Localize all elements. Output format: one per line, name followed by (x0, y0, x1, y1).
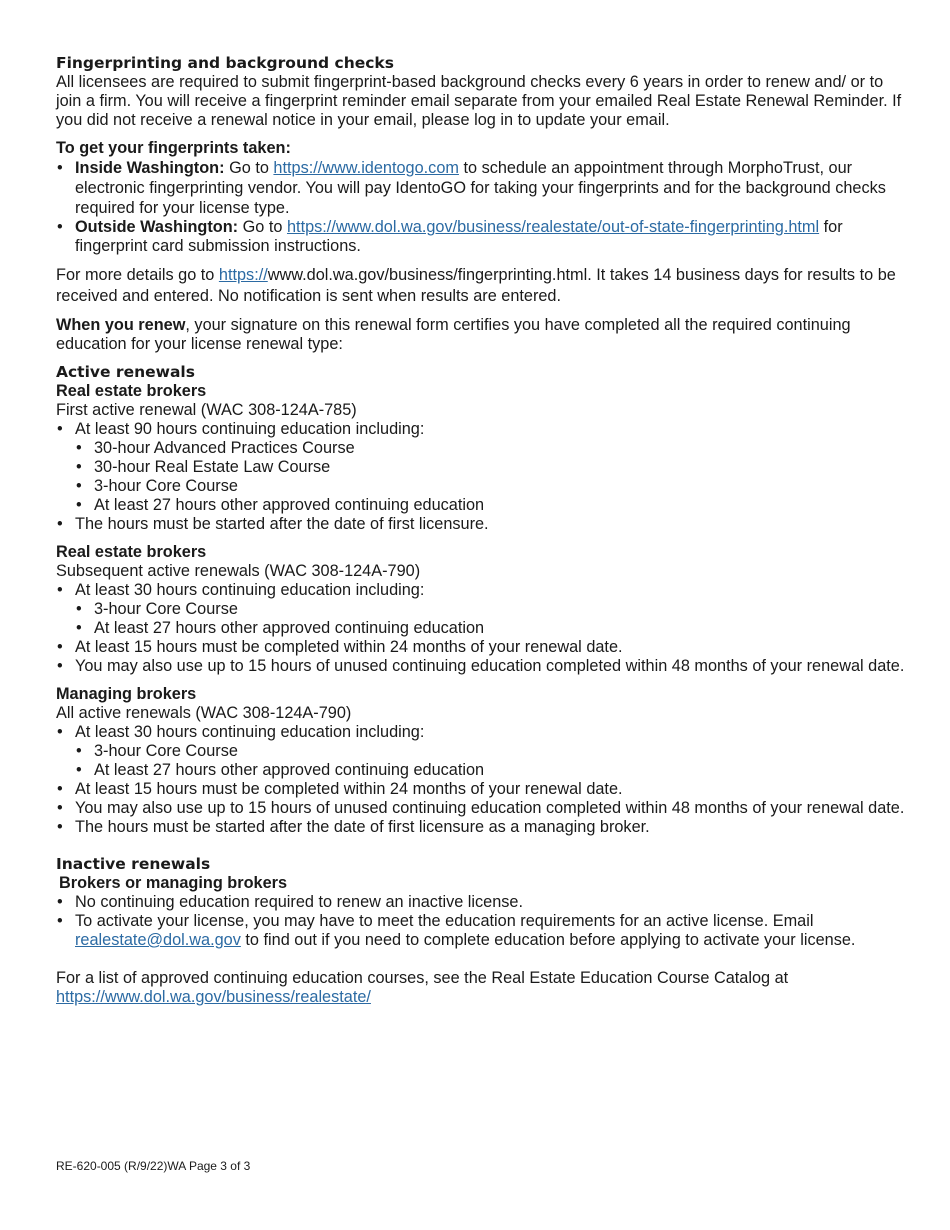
catalog-link[interactable]: https://www.dol.wa.gov/business/realestate/ (56, 988, 371, 1006)
text: , your signature on this renewal form certifies you have completed all the required continuing education for your license renewal type: (56, 316, 851, 353)
section-title: Real estate brokers (56, 543, 207, 561)
list-item: • At least 27 hours other approved continuing education (75, 619, 906, 638)
text: At least 30 hours continuing education including: (75, 723, 425, 741)
identogo-link[interactable]: https://www.identogo.com (273, 159, 459, 177)
list-item: • You may also use up to 15 hours of unused continuing education completed within 48 months of your renewal date. (56, 657, 906, 676)
list-item: • The hours must be started after the date of first licensure. (56, 515, 906, 534)
list-item: • The hours must be started after the date of first licensure as a managing broker. (56, 818, 906, 837)
details-paragraph (56, 265, 906, 307)
list-item: • You may also use up to 15 hours of unused continuing education completed within 48 months of your renewal date. (56, 799, 906, 818)
form-footer: RE-620-005 (R/9/22)WA Page 3 of 3 (56, 1159, 251, 1173)
list-item: • 3-hour Core Course (75, 600, 906, 619)
fingerprints-how-heading: To get your fingerprints taken: (56, 139, 291, 157)
list-item (56, 912, 906, 950)
fingerprint-options-list (56, 158, 906, 256)
requirements-list (56, 581, 906, 676)
list-item: • 3-hour Core Course (75, 742, 906, 761)
catalog-text: For a list of approved continuing education courses, see the Real Estate Education Course Catalog at (56, 969, 789, 987)
inactive-renewals-heading: Inactive renewals (56, 855, 211, 873)
renew-bold: When you renew (56, 316, 186, 334)
list-item (56, 218, 906, 256)
fingerprinting-heading: Fingerprinting and background checks (56, 54, 394, 72)
sub-list (75, 439, 906, 515)
list-item: • At least 15 hours must be completed within 24 months of your renewal date. (56, 638, 906, 657)
list-item: • 30-hour Real Estate Law Course (75, 458, 906, 477)
fingerprinting-intro: All licensees are required to submit fingerprint-based background checks every 6 years in order to renew and/ or to join a firm. You will receive a fingerprint reminder email separate from your emailed Real Estate Renewal Reminder. If you did not receive a renewal notice in your email, please log in to update your email. (56, 73, 902, 129)
document-page (56, 53, 906, 1007)
details-link[interactable]: https:// (218, 266, 268, 284)
text: To activate your license, you may have to meet the education requirements for an active license. Email (75, 912, 814, 930)
text: www.dol.wa.gov/business/fingerprinting.html. It takes 14 business days for results to be received and entered. No notification is sent when results are entered. (56, 266, 896, 305)
active-renewals-heading: Active renewals (56, 363, 195, 381)
list-item (56, 420, 906, 515)
section-subtitle: All active renewals (WAC 308-124A-790) (56, 704, 352, 722)
list-item: • No continuing education required to renew an inactive license. (56, 893, 906, 912)
section-title: Brokers or managing brokers (59, 874, 288, 892)
text: At least 90 hours continuing education including: (75, 420, 425, 438)
requirements-list (56, 723, 906, 837)
email-link[interactable]: realestate@dol.wa.gov (75, 931, 241, 949)
inside-label: Inside Washington: (75, 159, 225, 177)
list-item (56, 581, 906, 638)
text: At least 30 hours continuing education including: (75, 581, 425, 599)
sub-list (75, 742, 906, 780)
list-item: • At least 15 hours must be completed within 24 months of your renewal date. (56, 780, 906, 799)
requirements-list (56, 893, 906, 950)
text: for fingerprint card submission instructions. (75, 218, 843, 255)
list-item: • At least 27 hours other approved continuing education (75, 496, 906, 515)
out-of-state-link[interactable]: https://www.dol.wa.gov/business/realestate/out-of-state-fingerprinting.html (286, 218, 820, 236)
list-item (56, 723, 906, 780)
section-title: Real estate brokers (56, 382, 207, 400)
text: Go to (238, 218, 287, 236)
section-title: Managing brokers (56, 685, 197, 703)
section-subtitle: First active renewal (WAC 308-124A-785) (56, 401, 357, 419)
list-item: • 30-hour Advanced Practices Course (75, 439, 906, 458)
list-item: • 3-hour Core Course (75, 477, 906, 496)
section-subtitle: Subsequent active renewals (WAC 308-124A-790) (56, 562, 421, 580)
text: For more details go to (56, 266, 219, 284)
list-item: • At least 27 hours other approved continuing education (75, 761, 906, 780)
outside-label: Outside Washington: (75, 218, 239, 236)
requirements-list (56, 420, 906, 534)
text: Go to (224, 159, 274, 177)
text: to schedule an appointment through MorphoTrust, our electronic fingerprinting vendor. You will pay IdentoGO for taking your fingerprints and for the background checks required for your license type. (75, 159, 886, 217)
renew-paragraph (56, 316, 906, 354)
text: to find out if you need to complete education before applying to activate your license. (240, 931, 856, 949)
list-item (56, 158, 906, 218)
sub-list (75, 600, 906, 638)
